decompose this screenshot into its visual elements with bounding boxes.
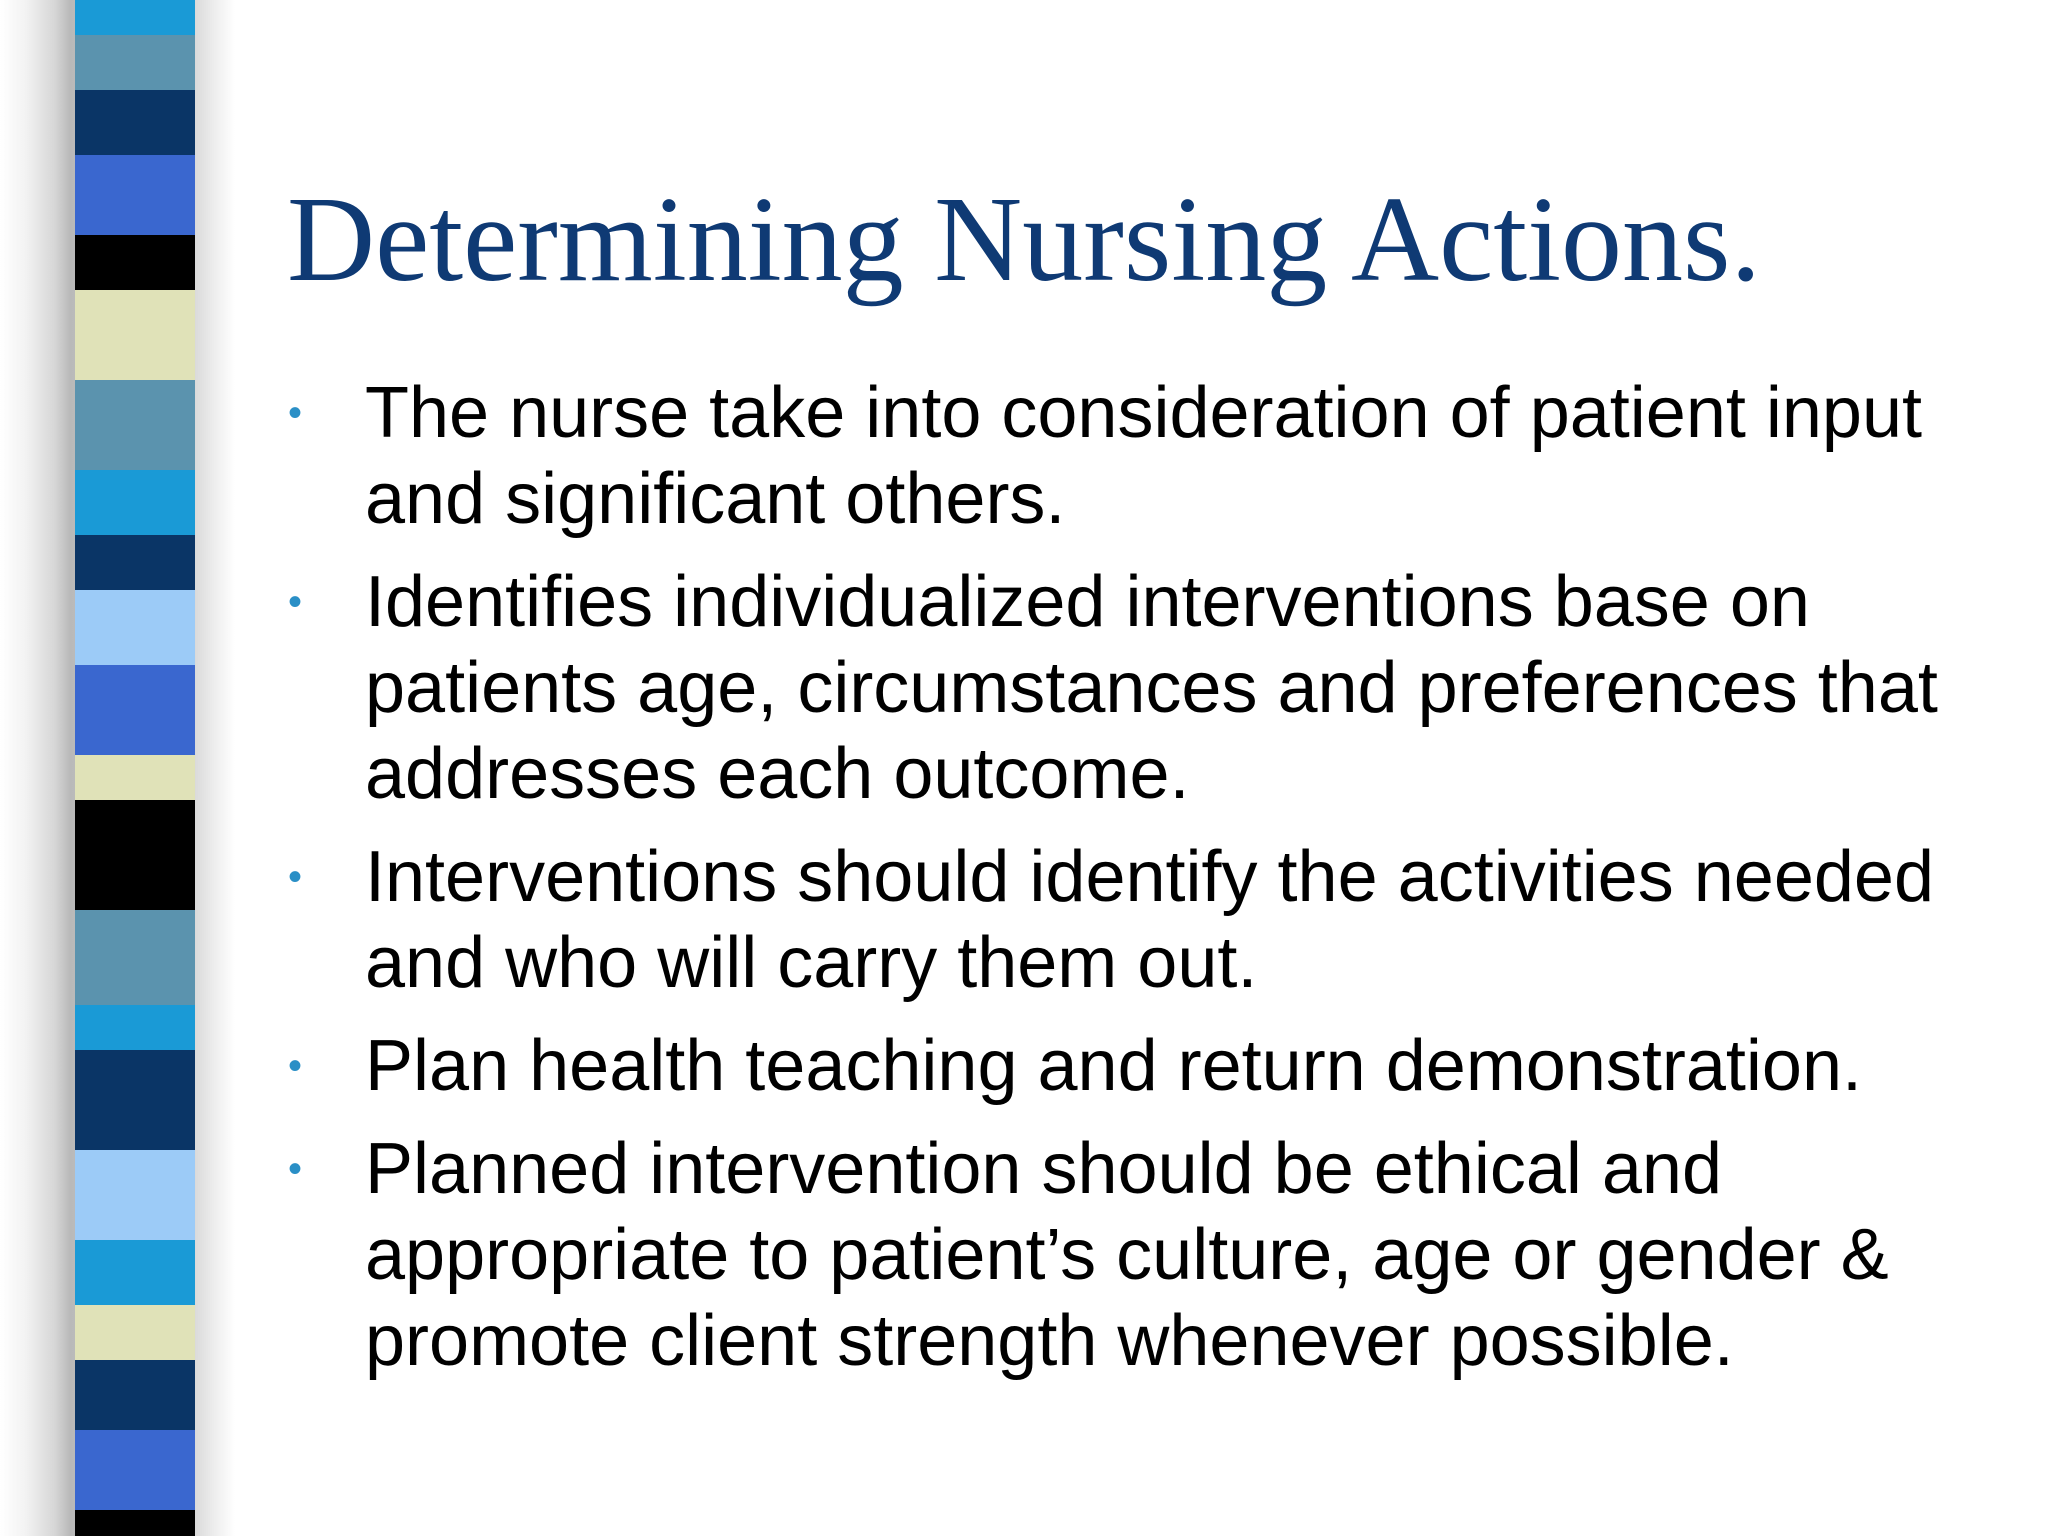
band-stripe: [75, 590, 195, 666]
band-stripe: [75, 800, 195, 911]
bullet-text: Interventions should identify the activities needed and who will carry them out.: [365, 837, 1934, 1003]
band-stripe: [75, 380, 195, 471]
band-stripe: [75, 1005, 195, 1051]
band-stripe: [75, 755, 195, 801]
band-stripe: [75, 35, 195, 91]
band-stripe: [75, 235, 195, 291]
bullet-dot-icon: •: [288, 1044, 303, 1088]
decorative-stripe-band: [75, 0, 195, 1536]
band-stripe: [75, 1150, 195, 1241]
bullet-text: Plan health teaching and return demonstration.: [365, 1026, 1862, 1106]
band-stripe: [75, 290, 195, 381]
bullet-list: [286, 370, 2026, 1401]
band-stripe: [75, 535, 195, 591]
bullet-text: Planned intervention should be ethical and appropriate to patient’s culture, age or gender & promote client strength whenever possible.: [365, 1129, 1889, 1381]
band-stripe: [75, 470, 195, 536]
band-stripe: [75, 90, 195, 156]
band-stripe: [75, 155, 195, 236]
band-stripe: [75, 0, 195, 36]
bullet-item: [286, 1126, 2026, 1384]
band-stripe: [75, 1305, 195, 1361]
band-stripe: [75, 1240, 195, 1306]
slide-title: Determining Nursing Actions.: [287, 172, 1762, 307]
band-stripe: [75, 910, 195, 1006]
bullet-item: [286, 1023, 2026, 1109]
band-stripe: [75, 1360, 195, 1431]
band-stripe: [75, 1050, 195, 1151]
bullet-item: [286, 559, 2026, 817]
bullet-item: [286, 370, 2026, 542]
band-stripe: [75, 1510, 195, 1536]
band-stripe: [75, 1430, 195, 1511]
bullet-dot-icon: •: [288, 855, 303, 899]
bullet-dot-icon: •: [288, 580, 303, 624]
bullet-text: The nurse take into consideration of patient input and significant others.: [365, 373, 1922, 539]
bullet-dot-icon: •: [288, 1147, 303, 1191]
band-stripe: [75, 665, 195, 756]
bullet-dot-icon: •: [288, 391, 303, 435]
bullet-item: [286, 834, 2026, 1006]
bullet-text: Identifies individualized interventions base on patients age, circumstances and preferences that addresses each outcome.: [365, 562, 1938, 814]
